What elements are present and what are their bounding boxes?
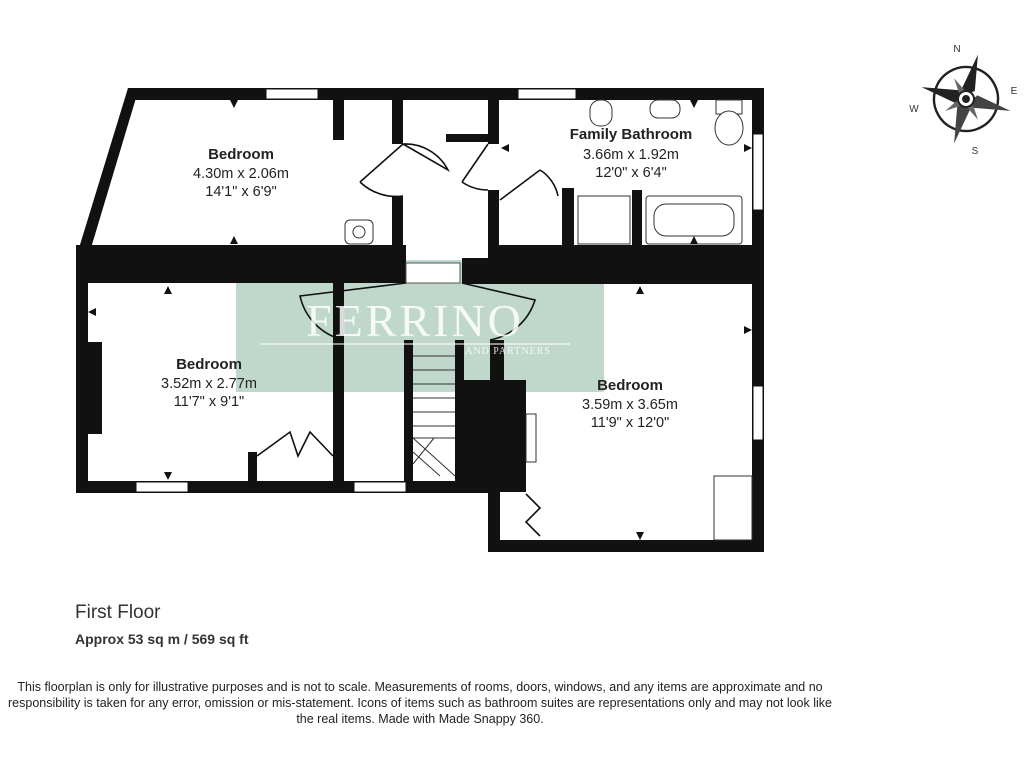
wall-right-bed-left [488,486,500,550]
wall-top-bedroom-stub [333,98,344,140]
wall-bottom-right [488,540,764,552]
room-dim-metric-bathroom: 3.66m x 1.92m [583,147,679,163]
chimney-left [86,342,102,434]
compass-icon [910,43,1023,156]
compass-e: E [1010,86,1018,97]
wardrobe-doors-left [257,432,333,456]
window-top-bedroom [266,89,318,99]
window-left-bottom [136,482,188,492]
room-dim-metric-bedroom-left: 3.52m x 2.77m [161,376,257,392]
wall-bath-divider2 [632,190,642,250]
wall-hall-right-lower [488,190,499,250]
room-name-bathroom: Family Bathroom [569,126,693,143]
compass-n: N [953,44,961,55]
wall-airing-top [446,134,494,142]
room-dim-imperial-bedroom-left: 11'7" x 9'1" [173,394,245,410]
watermark-brand: FERRINO [306,295,524,346]
window-bathroom [518,89,576,99]
wardrobe-doors-right [526,494,540,536]
wall-band-mid [488,245,764,261]
cupboard-right [714,476,752,540]
fireplace-hearth [526,414,536,462]
wall-band-left [76,245,406,283]
window-bath-side [753,134,763,210]
room-dim-metric-bedroom-right: 3.59m x 3.65m [582,397,678,413]
room-name-bedroom-left: Bedroom [176,356,242,373]
watermark-sub: AND PARTNERS [465,346,551,357]
room-name-bedroom-top: Bedroom [208,146,274,163]
room-dim-imperial-bedroom-right: 11'9" x 12'0" [590,415,670,431]
basin-bath [650,100,680,118]
bidet [590,100,612,126]
stair-top-landing [406,263,460,283]
room-dim-imperial-bedroom-top: 14'1" x 6'9" [205,184,277,200]
floor-title: First Floor [75,602,161,623]
wardrobe-wall [248,452,257,484]
door-airing [500,170,558,200]
room-dim-imperial-bathroom: 12'0" x 6'4" [595,165,667,181]
window-landing [354,482,406,492]
wall-hall-left-lower [392,196,403,250]
room-dim-metric-bedroom-top: 4.30m x 2.06m [193,166,289,182]
disclaimer: This floorplan is only for illustrative purposes and is not to scale. Measurements of rooms, doors, windows, and any items are approximate and no responsibility is taken for any error, omission or mis-statement. Icons of items such as bathroom suites are representations only and may not look like the real items. Made with Made Snappy 360. [8,680,832,726]
room-name-bedroom-right: Bedroom [597,377,663,394]
window-right-bedroom [753,386,763,440]
chimney-right [462,380,526,492]
door-bathroom [462,144,488,190]
wall-band-right [462,258,764,284]
compass-w: W [909,104,919,115]
floor-area: Approx 53 sq m / 569 sq ft [75,631,249,647]
stair-wall-left [404,340,413,486]
wall-top [128,88,764,100]
wall-slanted [79,88,139,248]
wall-bath-divider [562,188,574,250]
door-hall-left [403,144,448,170]
wall-hall-left [392,98,403,144]
compass-s: S [971,146,979,157]
door-top-bedroom [360,144,403,196]
shower-tray [578,196,630,244]
